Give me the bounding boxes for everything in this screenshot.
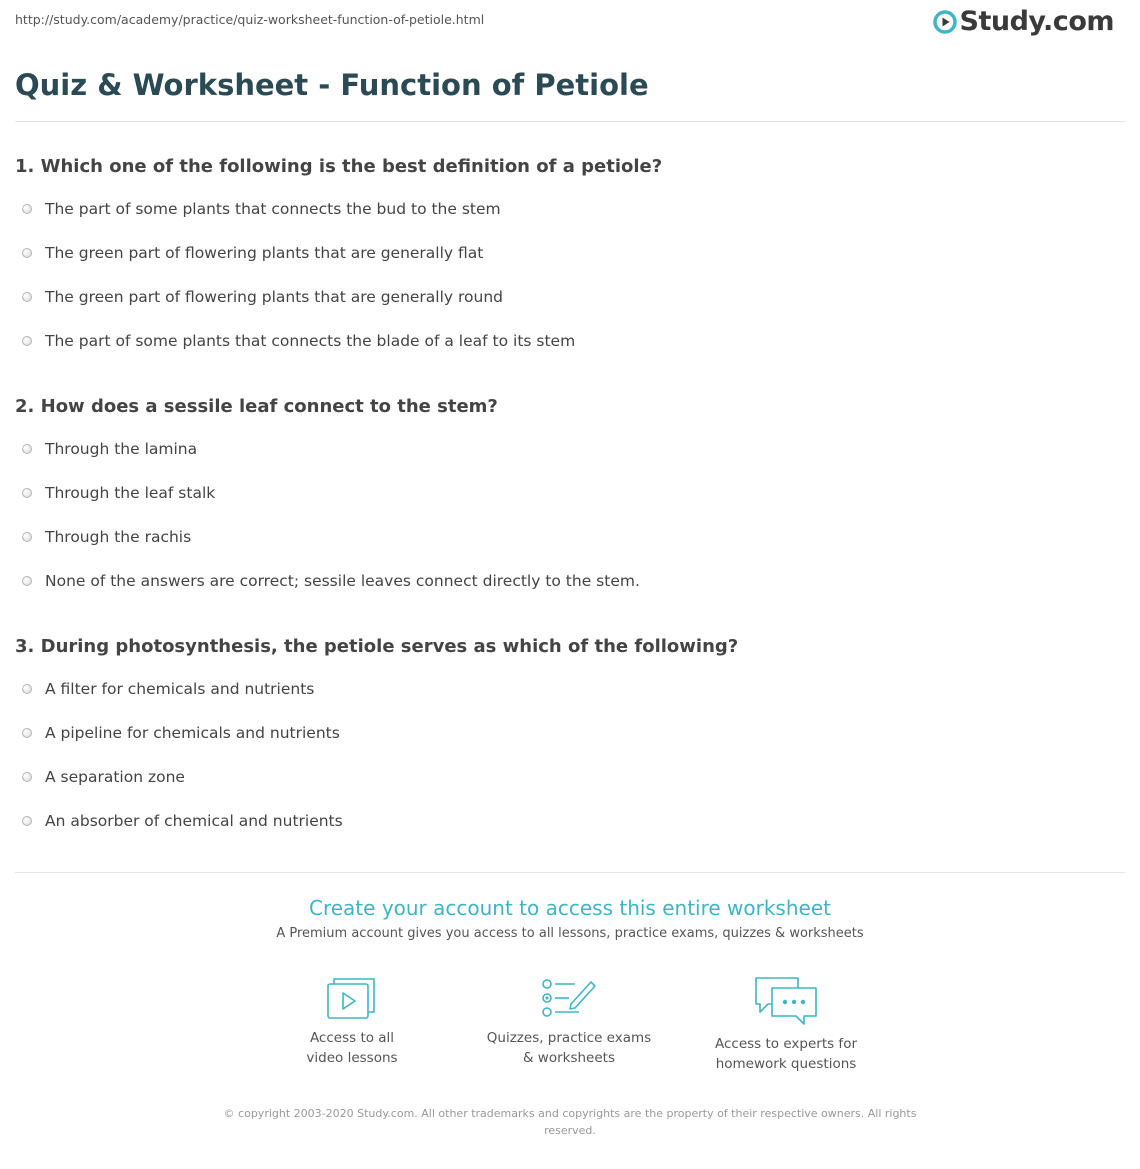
radio-button[interactable] [22, 684, 32, 694]
option-label: An absorber of chemical and nutrients [45, 812, 343, 830]
radio-button[interactable] [22, 444, 32, 454]
option-label: Through the lamina [45, 440, 198, 458]
q2-option-2[interactable] [22, 484, 215, 502]
option-label: Through the leaf stalk [45, 484, 216, 502]
video-lessons-icon [326, 976, 378, 1020]
feature-quizzes [469, 976, 669, 1068]
feature-label: Access to experts for homework questions [714, 1036, 857, 1072]
radio-button[interactable] [22, 532, 32, 542]
q2-option-1[interactable] [22, 440, 197, 458]
radio-button[interactable] [22, 488, 32, 498]
q1-option-3[interactable] [22, 288, 503, 306]
option-label: The green part of flowering plants that are generally flat [45, 244, 484, 262]
q3-option-4[interactable] [22, 812, 343, 830]
copyright-text: © copyright 2003-2020 Study.com. All other trademarks and copyrights are the property of their respective owners. All rights reserved. [223, 1107, 917, 1137]
radio-button[interactable] [22, 816, 32, 826]
radio-button[interactable] [22, 292, 32, 302]
option-label: None of the answers are correct; sessile leaves connect directly to the stem. [45, 572, 640, 590]
logo-text: Study.com [959, 6, 1114, 37]
premium-description: A Premium account gives you access to all lessons, practice exams, quizzes & worksheets [276, 926, 864, 941]
radio-button[interactable] [22, 728, 32, 738]
option-label: Through the rachis [45, 528, 192, 546]
q2-option-4[interactable] [22, 572, 640, 590]
q3-option-2[interactable] [22, 724, 340, 742]
question-1: 1. Which one of the following is the best definition of a petiole? [15, 156, 663, 177]
radio-button[interactable] [22, 336, 32, 346]
quiz-list-icon [541, 976, 597, 1020]
option-label: The part of some plants that connects the bud to the stem [45, 200, 501, 218]
radio-button[interactable] [22, 576, 32, 586]
create-account-link[interactable]: Create your account to access this entire worksheet [309, 896, 831, 920]
option-label: A separation zone [45, 768, 185, 786]
study-logo[interactable] [933, 6, 1114, 37]
option-label: A filter for chemicals and nutrients [45, 680, 315, 698]
radio-button[interactable] [22, 204, 32, 214]
q1-option-2[interactable] [22, 244, 483, 262]
feature-video-lessons [252, 976, 452, 1068]
feature-label: Quizzes, practice exams & worksheets [486, 1030, 652, 1066]
option-label: The green part of flowering plants that are generally round [45, 288, 504, 306]
option-label: A pipeline for chemicals and nutrients [45, 724, 340, 742]
section-divider [15, 872, 1125, 873]
page-title: Quiz & Worksheet - Function of Petiole [15, 68, 649, 102]
play-logo-icon [933, 10, 957, 34]
radio-button[interactable] [22, 772, 32, 782]
radio-button[interactable] [22, 248, 32, 258]
feature-label: Access to all video lessons [306, 1030, 398, 1066]
question-3: 3. During photosynthesis, the petiole serves as which of the following? [15, 636, 739, 657]
q3-option-3[interactable] [22, 768, 185, 786]
title-divider [15, 121, 1125, 122]
option-label: The part of some plants that connects the blade of a leaf to its stem [45, 332, 576, 350]
chat-bubbles-icon [754, 976, 818, 1026]
copyright-footer [0, 1105, 1140, 1139]
q1-option-4[interactable] [22, 332, 575, 350]
q2-option-3[interactable] [22, 528, 191, 546]
q1-option-1[interactable] [22, 200, 501, 218]
question-2: 2. How does a sessile leaf connect to the stem? [15, 396, 498, 417]
page-url: http://study.com/academy/practice/quiz-worksheet-function-of-petiole.html [15, 12, 485, 27]
feature-experts [686, 976, 886, 1074]
q3-option-1[interactable] [22, 680, 314, 698]
